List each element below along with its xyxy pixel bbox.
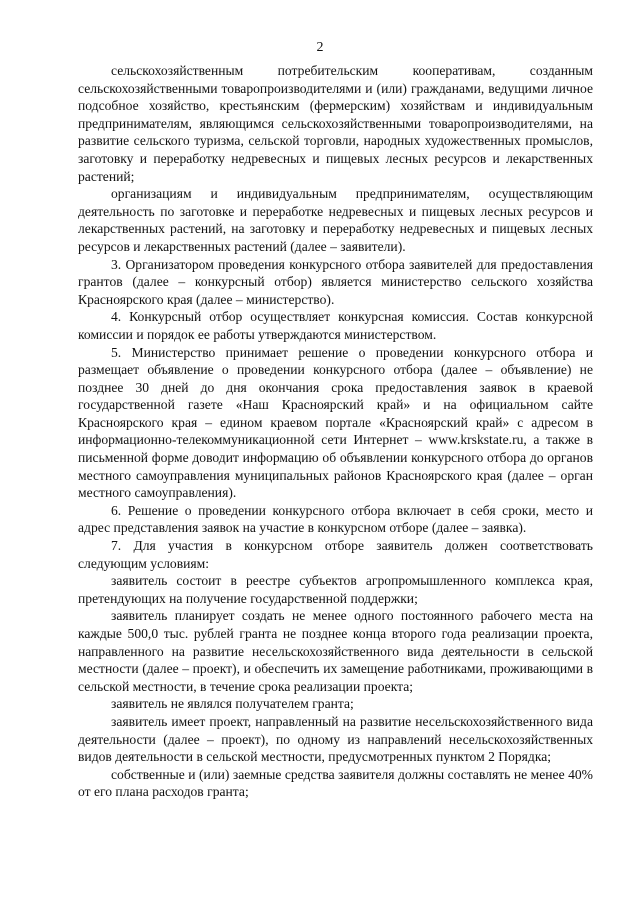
condition-own-funds: собственные и (или) заемные средства заявителя должны составлять не менее 40% от его плана расходов гранта; (78, 766, 593, 800)
paragraph-item-4: 4. Конкурсный отбор осуществляет конкурсная комиссия. Состав конкурсной комиссии и порядок ее работы утверждаются министерством. (78, 309, 593, 342)
document-body (78, 62, 593, 801)
paragraph-organizations: организациям и индивидуальным предпринимателям, осуществляющим деятельность по заготовке и переработке недревесных и пищевых лесных ресурсов и лекарственных растений, на заготовку и переработку недревесных и пищевых лесных ресурсов и лекарственных растений (далее – заявители). (78, 186, 593, 254)
condition-jobs: заявитель планирует создать не менее одного постоянного рабочего места на каждые 500,0 тыс. рублей гранта не позднее конца второго года реализации проекта, направленного на развитие несельскохозяйственного вида деятельности в сельской местности (далее – проект), и обеспечить их замещение работниками, проживающими в сельской местности, в течение срока реализации проекта; (78, 608, 593, 694)
paragraph-item-7: 7. Для участия в конкурсном отборе заявитель должен соответствовать следующим условиям: (78, 538, 593, 571)
paragraph-continuation: сельскохозяйственным потребительским кооперативам, созданным сельскохозяйственными товаропроизводителями и (или) гражданами, ведущими личное подсобное хозяйство, крестьянским (фермерским) хозяйствам и индивидуальным предпринимателям, являющимся сельскохозяйственными товаропроизводителями, на развитие сельского туризма, сельской торговли, народных художественных промыслов, заготовку и переработку недревесных и пищевых лесных ресурсов и лекарственных растений; (78, 63, 593, 184)
paragraph-item-3: 3. Организатором проведения конкурсного отбора заявителей для предоставления грантов (далее – конкурсный отбор) является министерство сельского хозяйства Красноярского края (далее – министерство). (78, 256, 593, 307)
paragraph-item-5: 5. Министерство принимает решение о проведении конкурсного отбора и размещает объявление о проведении конкурсного отбора (далее – объявление) не позднее 30 дней до дня окончания срока предоставления заявок в краевой государственной газете «Наш Красноярский край» и на официальном сайте Красноярского края – едином краевом портале «Красноярский край» с адресом в информационно-телекоммуникационной сети Интернет – www.krskstate.ru, а также в письменной форме доводит информацию об объявлении конкурсного отбора до органов местного самоуправления муниципальных районов Красноярского края (далее – орган местного самоуправления). (78, 344, 593, 501)
condition-no-prior-grant: заявитель не являлся получателем гранта; (111, 696, 354, 712)
paragraph-item-6: 6. Решение о проведении конкурсного отбора включает в себя сроки, место и адрес представления заявок на участие в конкурсном отборе (далее – заявка). (78, 502, 593, 536)
condition-registry: заявитель состоит в реестре субъектов агропромышленного комплекса края, претендующих на получение государственной поддержки; (78, 573, 593, 606)
condition-project: заявитель имеет проект, направленный на развитие несельскохозяйственного вида деятельности (далее – проект), по одному из направлений несельскохозяйственных видов деятельности в сельской местности, предусмотренных пунктом 2 Порядка; (78, 713, 593, 765)
page-number: 2 (316, 40, 324, 55)
